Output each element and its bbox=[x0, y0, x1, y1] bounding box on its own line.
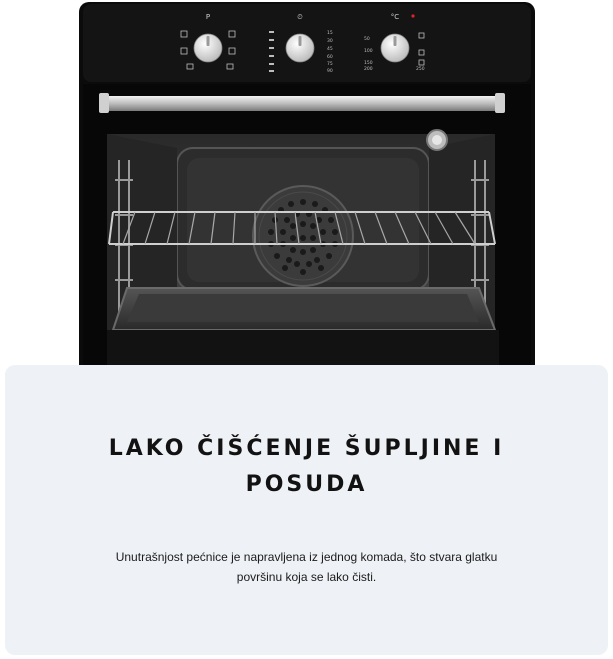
feature-description: Unutrašnjost pećnice je napravljena iz jednog komada, što stvara glatku površinu koja se lako čisti. bbox=[115, 550, 498, 584]
right-knob-label: °C bbox=[390, 13, 400, 21]
svg-text:150: 150 bbox=[364, 61, 373, 66]
temperature-knob[interactable] bbox=[381, 34, 409, 62]
svg-text:50: 50 bbox=[364, 37, 370, 42]
function-knob[interactable] bbox=[194, 34, 222, 62]
power-indicator-light bbox=[411, 14, 414, 17]
left-knob-label: P bbox=[205, 13, 211, 21]
svg-text:45: 45 bbox=[327, 47, 333, 52]
svg-text:75: 75 bbox=[327, 62, 333, 67]
timer-knob[interactable] bbox=[286, 34, 314, 62]
svg-text:200: 200 bbox=[364, 67, 373, 72]
feature-title: LAKO ČIŠĆENJE ŠUPLJINE I POSUDA bbox=[108, 436, 505, 497]
svg-text:30: 30 bbox=[327, 39, 333, 44]
baking-tray bbox=[107, 288, 499, 375]
fan-cover bbox=[253, 186, 353, 286]
door-handle[interactable] bbox=[99, 96, 505, 111]
middle-knob-label: ⏲ bbox=[297, 13, 303, 21]
svg-text:250: 250 bbox=[416, 67, 425, 72]
svg-text:60: 60 bbox=[327, 55, 333, 60]
feature-card bbox=[5, 365, 608, 655]
oven-illustration bbox=[79, 0, 535, 375]
oven-product-image bbox=[79, 0, 535, 375]
svg-text:90: 90 bbox=[327, 69, 333, 74]
svg-text:15: 15 bbox=[327, 31, 333, 36]
svg-text:100: 100 bbox=[364, 49, 373, 54]
